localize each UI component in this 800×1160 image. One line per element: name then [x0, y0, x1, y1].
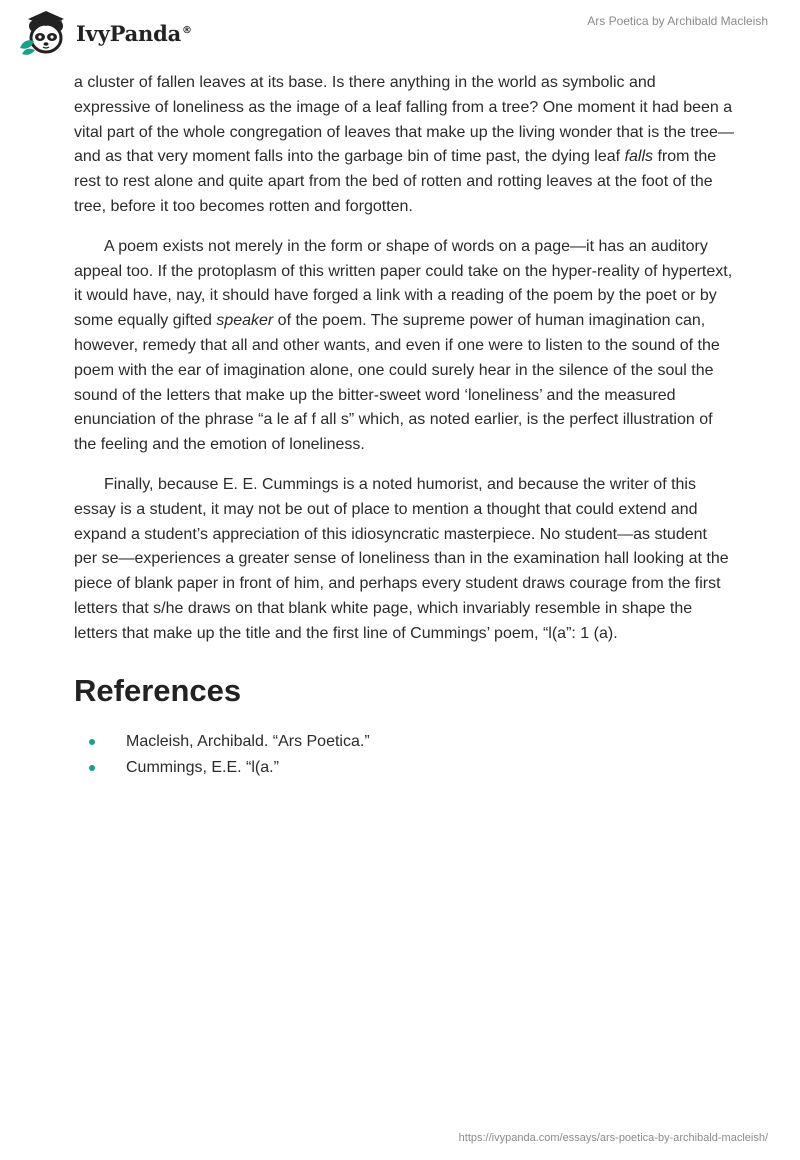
source-url[interactable]: https://ivypanda.com/essays/ars-poetica-by-archibald-macleish/ — [458, 1132, 768, 1144]
references-list — [74, 729, 734, 781]
paragraph-2: A poem exists not merely in the form or shape of words on a page—it has an auditory appeal too. If the protoplasm of this written paper could take on the hyper-reality of hypertext, it would have, nay, it should have forged a link with a reading of the poem by the poet or by some equally gifted speaker of the poem. The supreme power of human imagination can, however, remedy that all and other wants, and even if one were to listen to the sound of the poem with the ear of imagination alone, one could surely hear in the silence of the soul the sound of the letters that make up the bitter-sweet word ‘loneliness’ and the measured enunciation of the phrase “a le af f all s” which, as noted earlier, is the perfect illustration of the feeling and the emotion of loneliness. — [74, 237, 733, 454]
paragraph-1: a cluster of fallen leaves at its base. Is there anything in the world as symbolic and expressive of loneliness as the image of a leaf falling from a tree? One moment it had been a vital part of the whole congregation of leaves that make up the living wonder that is the tree—and as that very moment falls into the garbage bin of time past, the dying leaf falls from the rest to rest alone and quite apart from the bed of rotten and rotting leaves at the foot of the tree, before it too becomes rotten and forgotten. — [74, 74, 734, 215]
bullet-dot-icon — [89, 765, 95, 771]
reference-item — [74, 755, 734, 781]
ivypanda-logo[interactable] — [14, 8, 192, 58]
essay-content — [74, 71, 734, 781]
page-header — [0, 0, 800, 70]
document-title: Ars Poetica by Archibald Macleish — [587, 14, 768, 28]
reference-text: Cummings, E.E. “l(a.” — [126, 758, 279, 776]
paragraph-3: Finally, because E. E. Cummings is a noted humorist, and because the writer of this essay is a student, it may not be out of place to mention a thought that could extend and expand a student’s appreciation of this idiosyncratic masterpiece. No student—as student per se—experiences a greater sense of loneliness than in the examination hall looking at the piece of blank paper in front of him, and perhaps every student draws courage from the first letters that s/he draws on that blank white page, which invariably resemble in shape the letters that make up the title and the first line of Cummings’ poem, “l(a”: 1 (a). — [74, 475, 729, 642]
panda-logo-icon — [14, 8, 74, 58]
bullet-dot-icon — [89, 739, 95, 745]
reference-text: Macleish, Archibald. “Ars Poetica.” — [126, 732, 370, 750]
reference-item — [74, 729, 734, 755]
logo-text: IvyPanda® — [76, 20, 192, 46]
references-heading: References — [74, 672, 242, 708]
